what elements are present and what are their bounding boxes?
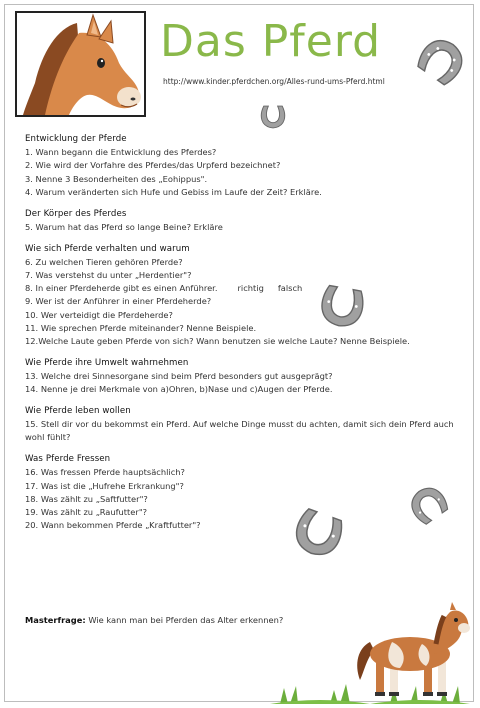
section-umwelt [25,357,470,397]
section-leben [25,405,470,445]
question: 20. Wann bekommen Pferde „Kraftfutter"? [25,520,201,531]
question: 7. Was verstehst du unter „Herdentier"? [25,270,192,281]
question: 4. Warum veränderten sich Hufe und Gebiss im Laufe der Zeit? Erkläre. [25,186,322,197]
horseshoe-icon [416,33,468,87]
horse-head-icon [17,13,144,115]
section-verhalten [25,243,470,349]
source-url: http://www.kinder.pferdchen.org/Alles-rund-ums-Pferd.html [163,77,385,86]
question: 14. Nenne je drei Merkmale von a)Ohren, b)Nase und c)Augen der Pferde. [25,384,333,395]
option-falsch: falsch [277,283,303,294]
section-heading: Wie Pferde ihre Umwelt wahrnehmen [25,357,189,368]
master-text: Wie kann man bei Pferden das Alter erkennen? [88,615,284,625]
horseshoe-icon [258,101,288,133]
question: 10. Wer verteidigt die Pferdeherde? [25,309,173,320]
question: 5. Warum hat das Pferd so lange Beine? Erkläre [25,221,223,232]
section-entwicklung [25,133,470,199]
master-label: Masterfrage: [25,615,86,625]
question: 18. Was zählt zu „Saftfutter"? [25,493,148,504]
question: 12.Welche Laute geben Pferde von sich? Wann benutzen sie welche Laute? Nenne Beispiele. [25,336,410,347]
option-richtig: richtig [237,283,264,294]
master-question [25,615,283,625]
horse-head-logo [15,11,146,117]
section-heading: Der Körper des Pferdes [25,208,127,219]
question: 9. Wer ist der Anführer in einer Pferdeherde? [25,296,212,307]
question: 17. Was ist die „Hufrehe Erkrankung"? [25,480,184,491]
horse-icon [352,602,472,702]
question: 6. Zu welchen Tieren gehören Pferde? [25,256,183,267]
page-title: Das Pferd [160,16,382,67]
question: 11. Wie sprechen Pferde miteinander? Nenne Beispiele. [25,322,257,333]
question: 2. Wie wird der Vorfahre des Pferdes/das Urpferd bezeichnet? [25,160,281,171]
question: 3. Nenne 3 Besonderheiten des „Eohippus". [25,173,208,184]
section-fressen [25,453,470,532]
section-heading: Was Pferde Fressen [25,454,111,465]
question: 16. Was fressen Pferde hauptsächlich? [25,467,185,478]
question: 13. Welche drei Sinnesorgane sind beim Pferd besonders gut ausgeprägt? [25,371,333,382]
section-heading: Wie sich Pferde verhalten und warum [25,243,190,254]
section-heading: Entwicklung der Pferde [25,134,127,144]
question: 15. Stell dir vor du bekommst ein Pferd. Auf welche Dinge musst du achten, damit sich dein Pferd auch wohl fühlt? [25,419,454,443]
question-with-options [25,282,470,295]
worksheet-content [25,133,470,541]
section-heading: Wie Pferde leben wollen [25,406,131,417]
question: 19. Was zählt zu „Raufutter"? [25,507,148,518]
question: 1. Wann begann die Entwicklung des Pferdes? [25,147,217,158]
question-text: 8. In einer Pferdeherde gibt es einen Anführer. [25,283,218,294]
section-koerper [25,208,470,234]
